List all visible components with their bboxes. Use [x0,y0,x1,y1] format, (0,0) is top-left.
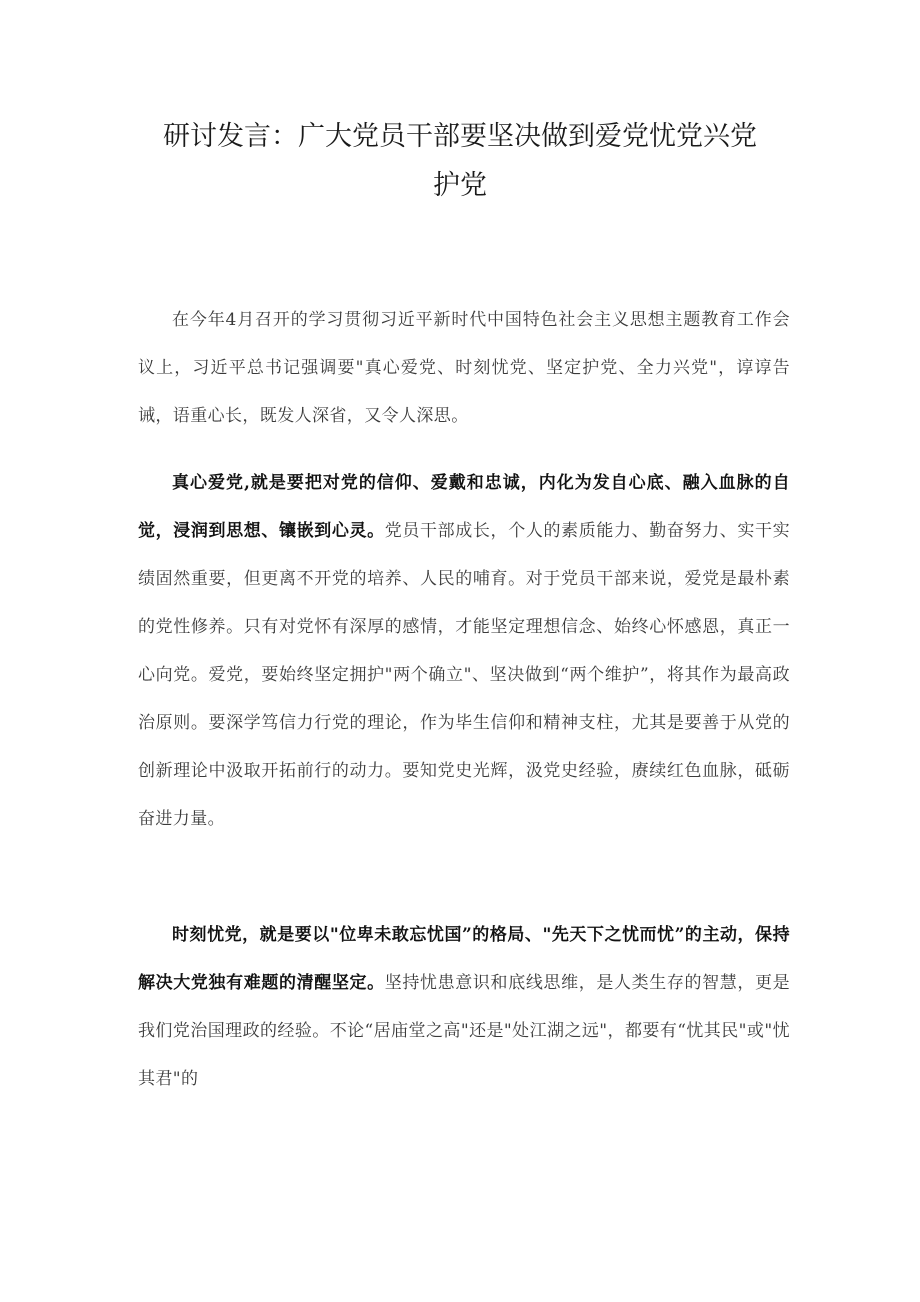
paragraph-text: 在今年4月召开的学习贯彻习近平新时代中国特色社会主义思想主题教育工作会议上，习近平总书记强调要"真心爱党、时刻忧党、坚定护党、全力兴党"，谆谆告诫，语重心长，既发人深省，又令人深思。 [138,310,790,426]
page-title: 研讨发言：广大党员干部要坚决做到爱党忧党兴党护党 [163,121,757,201]
paragraph-worry-party [138,911,790,1103]
paragraph-text: 坚持忧患意识和底线思维，是人类生存的智慧，更是我们党治国理政的经验。不论“居庙堂之高"还是"处江湖之远"，都要有“忧其民"或"忧其君"的 [138,973,790,1089]
paragraph-intro [138,296,790,440]
paragraph-lead: 真心爱党,就是要把对党的信仰、爱戴和忠诚，内化为发自心底、融入血脉的自觉，浸润到思想、镶嵌到心灵。 [138,473,790,541]
paragraph-lead: 时刻忧党，就是要以"位卑未敢忘忧国”的格局、"先天下之忧而忧”的主动，保持解决大党独有难题的清醒坚定。 [138,925,790,993]
paragraph-love-party [138,459,790,843]
paragraph-text: 党员干部成长，个人的素质能力、勤奋努力、实干实绩固然重要，但更离不开党的培养、人民的哺育。对于党员干部来说，爱党是最朴素的党性修养。只有对党怀有深厚的感情，才能坚定理想信念、始终心怀感恩，真正一心向党。爱党，要始终坚定拥护"两个确立"、坚决做到“两个维护”，将其作为最高政治原则。要深学笃信力行党的理论，作为毕生信仰和精神支柱，尤其是要善于从党的创新理论中汲取开拓前行的动力。要知党史光辉，汲党史经验，赓续红色血脉，砥砺奋进力量。 [138,521,790,829]
